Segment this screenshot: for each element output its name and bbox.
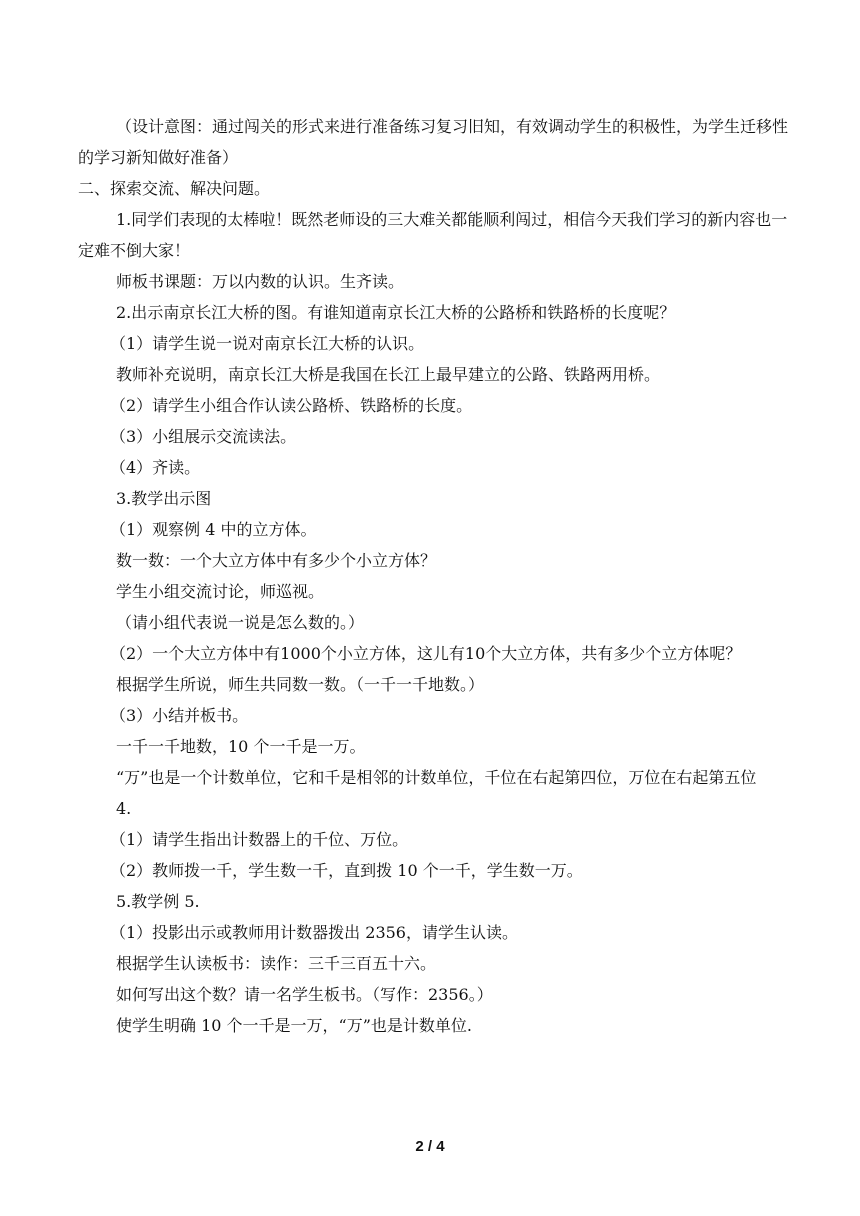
write-number-line: 如何写出这个数？请一名学生板书。（写作：2356。） <box>116 985 493 1004</box>
step-2-2-line: （2）请学生小组合作认读公路桥、铁路桥的长度。 <box>110 396 473 415</box>
group-discuss-line: 学生小组交流讨论，师巡视。 <box>116 582 325 601</box>
step-2-4-line: （4）齐读。 <box>110 458 201 477</box>
page-number: 2 / 4 <box>415 1138 445 1155</box>
wan-unit-paragraph: “万”也是一个计数单位，它和千是相邻的计数单位，千位在右起第四位，万位在右起第五位 <box>116 768 757 787</box>
step-2-3-line: （3）小组展示交流读法。 <box>110 427 297 446</box>
count-question-line: 数一数：一个大立方体中有多少个小立方体？ <box>116 551 437 570</box>
teacher-note-line: 教师补充说明，南京长江大桥是我国在长江上最早建立的公路、铁路两用桥。 <box>116 365 661 384</box>
step-1-paragraph: 1.同学们表现的太棒啦！既然老师设的三大难关都能顺利闯过，相信今天我们学习的新内容也一定难不倒大家！ <box>78 210 788 260</box>
step-2-1-line: （1）请学生说一说对南京长江大桥的认识。 <box>110 334 425 353</box>
board-title-line: 师板书课题：万以内数的认识。生齐读。 <box>116 272 405 291</box>
step-3-1-line: （1）观察例 4 中的立方体。 <box>110 520 317 539</box>
group-rep-line: （请小组代表说一说是怎么数的。） <box>116 613 365 632</box>
read-board-line: 根据学生认读板书：读作：三千三百五十六。 <box>116 954 437 973</box>
step-4-line: 4. <box>116 799 132 818</box>
step-5-line: 5.教学例 5. <box>116 892 200 911</box>
document-body <box>78 111 790 1041</box>
step-5-1-line: （1）投影出示或教师用计数器拨出 2356，请学生认读。 <box>110 923 518 942</box>
design-intent-paragraph: （设计意图：通过闯关的形式来进行准备练习复习旧知，有效调动学生的积极性，为学生迁移性的学习新知做好准备） <box>78 117 789 167</box>
step-3-line: 3.教学出示图 <box>116 489 212 508</box>
count-together-line: 根据学生所说，师生共同数一数。（一千一千地数。） <box>116 675 485 694</box>
step-4-2-line: （2）教师拨一千，学生数一千，直到拨 10 个一千，学生数一万。 <box>110 861 583 880</box>
section-heading: 二、探索交流、解决问题。 <box>78 179 271 198</box>
summary-line: 一千一千地数，10 个一千是一万。 <box>116 737 366 756</box>
step-2-line: 2.出示南京长江大桥的图。有谁知道南京长江大桥的公路桥和铁路桥的长度呢？ <box>116 303 676 322</box>
step-3-3-line: （3）小结并板书。 <box>110 706 249 725</box>
clarify-line: 使学生明确 10 个一千是一万，“万”也是计数单位. <box>116 1016 472 1035</box>
step-3-2-line: （2）一个大立方体中有1000个小立方体，这儿有10个大立方体，共有多少个立方体呢？ <box>110 644 742 663</box>
step-4-1-line: （1）请学生指出计数器上的千位、万位。 <box>110 830 409 849</box>
